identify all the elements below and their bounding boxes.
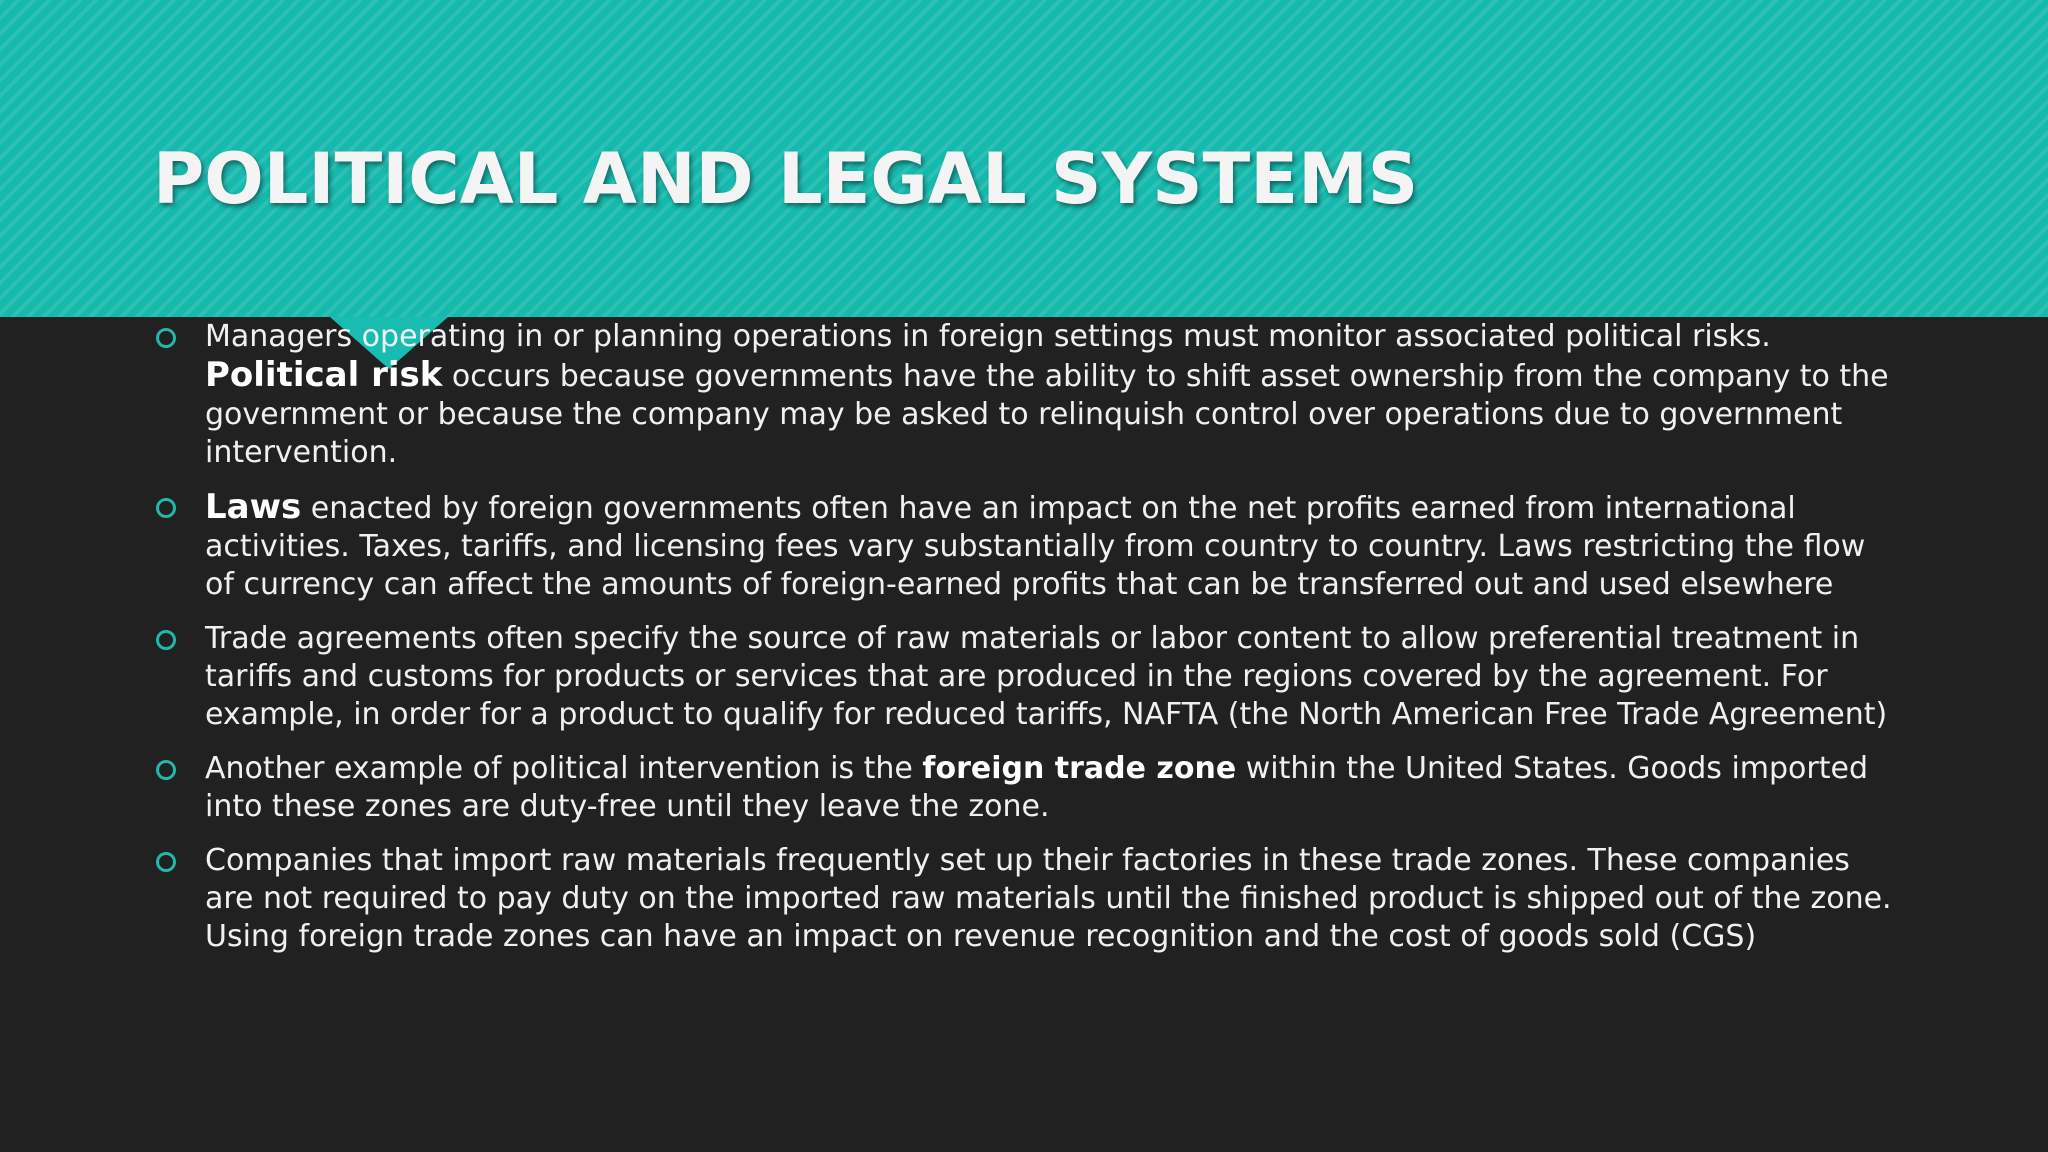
- bullet-text: enacted by foreign governments often have an impact on the net profits earned from international activities. Taxes, tariffs, and licensing fees vary substantially from country to country. Laws restricting the flow of currency can affect the amounts of foreign-earned profits that can be transferred out and used elsewhere: [205, 491, 1866, 602]
- bullet-bold-term: Political risk: [205, 355, 443, 395]
- bullet-text: Trade agreements often specify the source of raw materials or labor content to allow preferential treatment in tariffs and customs for products or services that are produced in the regions covered by the agreement. For example, in order for a product to qualify for reduced tariffs, NAFTA (the North American Free Trade Agreement): [205, 621, 1888, 732]
- bullet-item-political-risk: [153, 318, 1898, 472]
- bullet-bold-term: Laws: [205, 487, 302, 527]
- bullet-ring-icon: [156, 852, 176, 872]
- bullet-item-laws: [153, 488, 1898, 604]
- bullet-item-foreign-trade-zone: [153, 750, 1898, 826]
- bullet-bold-term: foreign trade zone: [922, 751, 1237, 786]
- bullet-text: Managers operating in or planning operations in foreign settings must monitor associated political risks.: [205, 319, 1771, 354]
- bullet-ring-icon: [156, 630, 176, 650]
- bullet-item-trade-agreements: [153, 620, 1898, 734]
- bullet-text: Another example of political intervention is the: [205, 751, 923, 786]
- bullet-ring-icon: [156, 760, 176, 780]
- bullet-ring-icon: [156, 328, 176, 348]
- bullet-list: [153, 318, 1898, 972]
- bullet-text: Companies that import raw materials frequently set up their factories in these trade zones. These companies are not required to pay duty on the imported raw materials until the finished product is shipped out of the zone. Using foreign trade zones can have an impact on revenue recognition and the cost of goods sold (CGS): [205, 843, 1892, 954]
- slide-title: POLITICAL AND LEGAL SYSTEMS: [153, 138, 1419, 220]
- bullet-text: occurs because governments have the ability to shift asset ownership from the company to the government or because the company may be asked to relinquish control over operations due to government intervention.: [205, 359, 1889, 470]
- bullet-ring-icon: [156, 498, 176, 518]
- bullet-item-companies-trade-zones: [153, 842, 1898, 956]
- bullet-text: within the United States. Goods imported into these zones are duty-free until they leave the zone.: [205, 751, 1868, 824]
